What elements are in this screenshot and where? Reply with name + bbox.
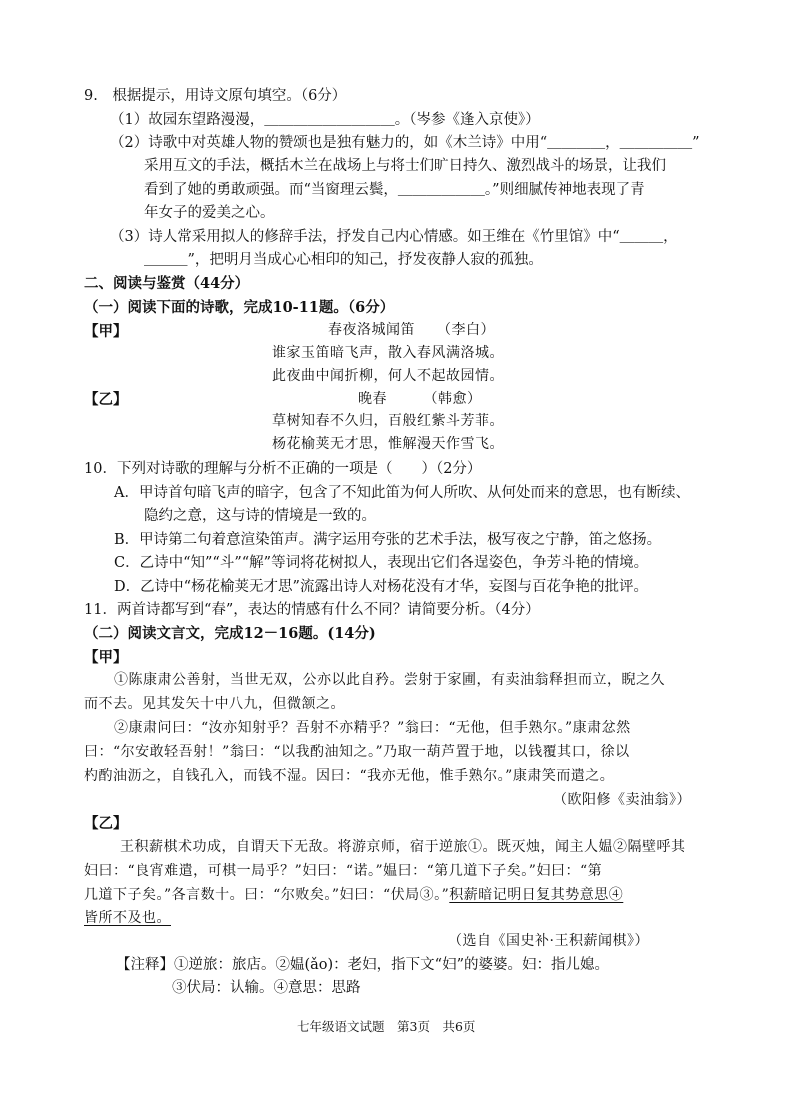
notes-line1: 【注释】①逆旅：旅店。②媪(ǎo)：老妇，指下文“妇”的婆婆。妇：指儿媳。 — [116, 957, 610, 973]
text-b-line3-start: 几道下子矣。”各言数十。曰：“尔败矣。”妇曰：“伏局③。” — [84, 887, 450, 903]
page-footer: 七年级语文试题 第3页 共6页 — [297, 1019, 476, 1034]
text-b-line1: 王积薪棋术功成，自谓天下无敌。将游京师，宿于逆旅①。既灭烛，闻主人媪②隔壁呼其 — [120, 839, 686, 855]
text-a-para1-line2: 而不去。见其发矢十中八九，但微颔之。 — [84, 696, 345, 712]
text-a-para1: ①陈康肃公善射，当世无双，公亦以此自矜。尝射于家圃，有卖油翁释担而立，睨之久 — [114, 672, 665, 688]
text-a-para2-line2: 曰：“尔安敢轻吾射！”翁曰：“以我酌油知之。”乃取一葫芦置于地，以钱覆其口，徐以 — [84, 744, 630, 760]
q9-item-3-line2: ＿＿＿”，把明月当成心心相印的知己，抒发夜静人寂的孤独。 — [144, 252, 543, 268]
q11-heading: 11．两首诗都写到“春”，表达的情感有什么不同？请简要分析。（4分） — [84, 602, 540, 618]
q9-item-2-line3: 看到了她的勇敢顽强。而“当窗理云鬓，＿＿＿＿＿＿。”则细腻传神地表现了青 — [144, 182, 645, 198]
poem1-tag: 【甲】 — [84, 323, 128, 340]
q10-option-b: B．甲诗第二句着意渲染笛声。满字运用夸张的艺术手法，极写夜之宁静，笛之悠扬。 — [114, 532, 662, 548]
q9-item-2-line4: 年女子的爱美之心。 — [144, 205, 275, 221]
q10-heading: 10．下列对诗歌的理解与分析不正确的一项是（ ）（2分） — [84, 461, 482, 477]
part1-title: （一）阅读下面的诗歌，完成10-11题。（6分） — [84, 299, 395, 316]
underlined-sentence: 积薪暗记明日复其势意思④ — [449, 887, 624, 903]
text-b-tag: 【乙】 — [84, 815, 128, 832]
poem2-title: 晚春 （韩愈） — [358, 391, 482, 407]
text-b-source: （选自《国史补·王积薪闻棋》） — [448, 933, 649, 949]
poem2-line1: 草树知春不久归，百般红紫斗芳菲。 — [272, 413, 504, 429]
q9-item-3: （3）诗人常采用拟人的修辞手法，抒发自己内心情感。如王维在《竹里馆》中“＿＿＿， — [110, 229, 678, 245]
q10-option-a-line2: 隐约之意，这与诗的情境是一致的。 — [144, 508, 376, 524]
text-a-tag: 【甲】 — [84, 649, 128, 666]
q10-option-c: C．乙诗中“知”“斗”“解”等词将花树拟人，表现出它们各逞姿色，争芳斗艳的情境。 — [114, 555, 649, 571]
q9-item-2-line2: 采用互文的手法，概括木兰在战场上与将士们旷日持久、激烈战斗的场景，让我们 — [144, 158, 666, 174]
notes-line2: ③伏局：认输。④意思：思路 — [172, 980, 361, 996]
section-title: 二、阅读与鉴赏（44分） — [84, 275, 250, 292]
q9-item-2: （2）诗歌中对英雄人物的赞颂也是独有魅力的，如《木兰诗》中用“＿＿＿＿，＿＿＿＿＿” — [110, 135, 700, 151]
poem2-tag: 【乙】 — [84, 391, 128, 408]
poem1-line1: 谁家玉笛暗飞声，散入春风满洛城。 — [272, 345, 504, 361]
poem1-line2: 此夜曲中闻折柳，何人不起故园情。 — [272, 368, 504, 384]
text-b-line3 — [84, 885, 623, 905]
poem1-title: 春夜洛城闻笛 （李白） — [328, 322, 495, 338]
underlined-sentence-end: 皆所不及也。 — [84, 910, 171, 926]
poem2-line2: 杨花榆荚无才思，惟解漫天作雪飞。 — [272, 436, 504, 452]
text-a-para2-line3: 杓酌油沥之，自钱孔入，而钱不湿。因曰：“我亦无他，惟手熟尔。”康肃笑而遣之。 — [84, 768, 615, 784]
q10-option-a: A．甲诗首句暗飞声的暗字，包含了不知此笛为何人所吹、从何处而来的意思，也有断续、 — [114, 485, 690, 501]
q10-option-d: D．乙诗中“杨花榆荚无才思”流露出诗人对杨花没有才华，妄图与百花争艳的批评。 — [114, 579, 648, 595]
q9-heading: 9. 根据提示，用诗文原句填空。（6分） — [84, 88, 347, 104]
part2-title: （二）阅读文言文，完成12－16题。(14分) — [84, 625, 376, 642]
q9-item-1: （1）故园东望路漫漫，＿＿＿＿＿＿＿＿＿。（岑参《逢入京使》） — [110, 112, 540, 128]
text-a-source: （欧阳修《卖油翁》） — [553, 792, 691, 808]
text-b-line2: 妇曰：“良宵难遣，可棋一局乎？”妇曰：“诺。”媪曰：“第几道下子矣。”妇曰：“第 — [84, 863, 603, 879]
text-a-para2: ②康肃问曰：“汝亦知射乎？吾射不亦精乎？”翁曰：“无他，但手熟尔。”康肃忿然 — [114, 720, 631, 736]
